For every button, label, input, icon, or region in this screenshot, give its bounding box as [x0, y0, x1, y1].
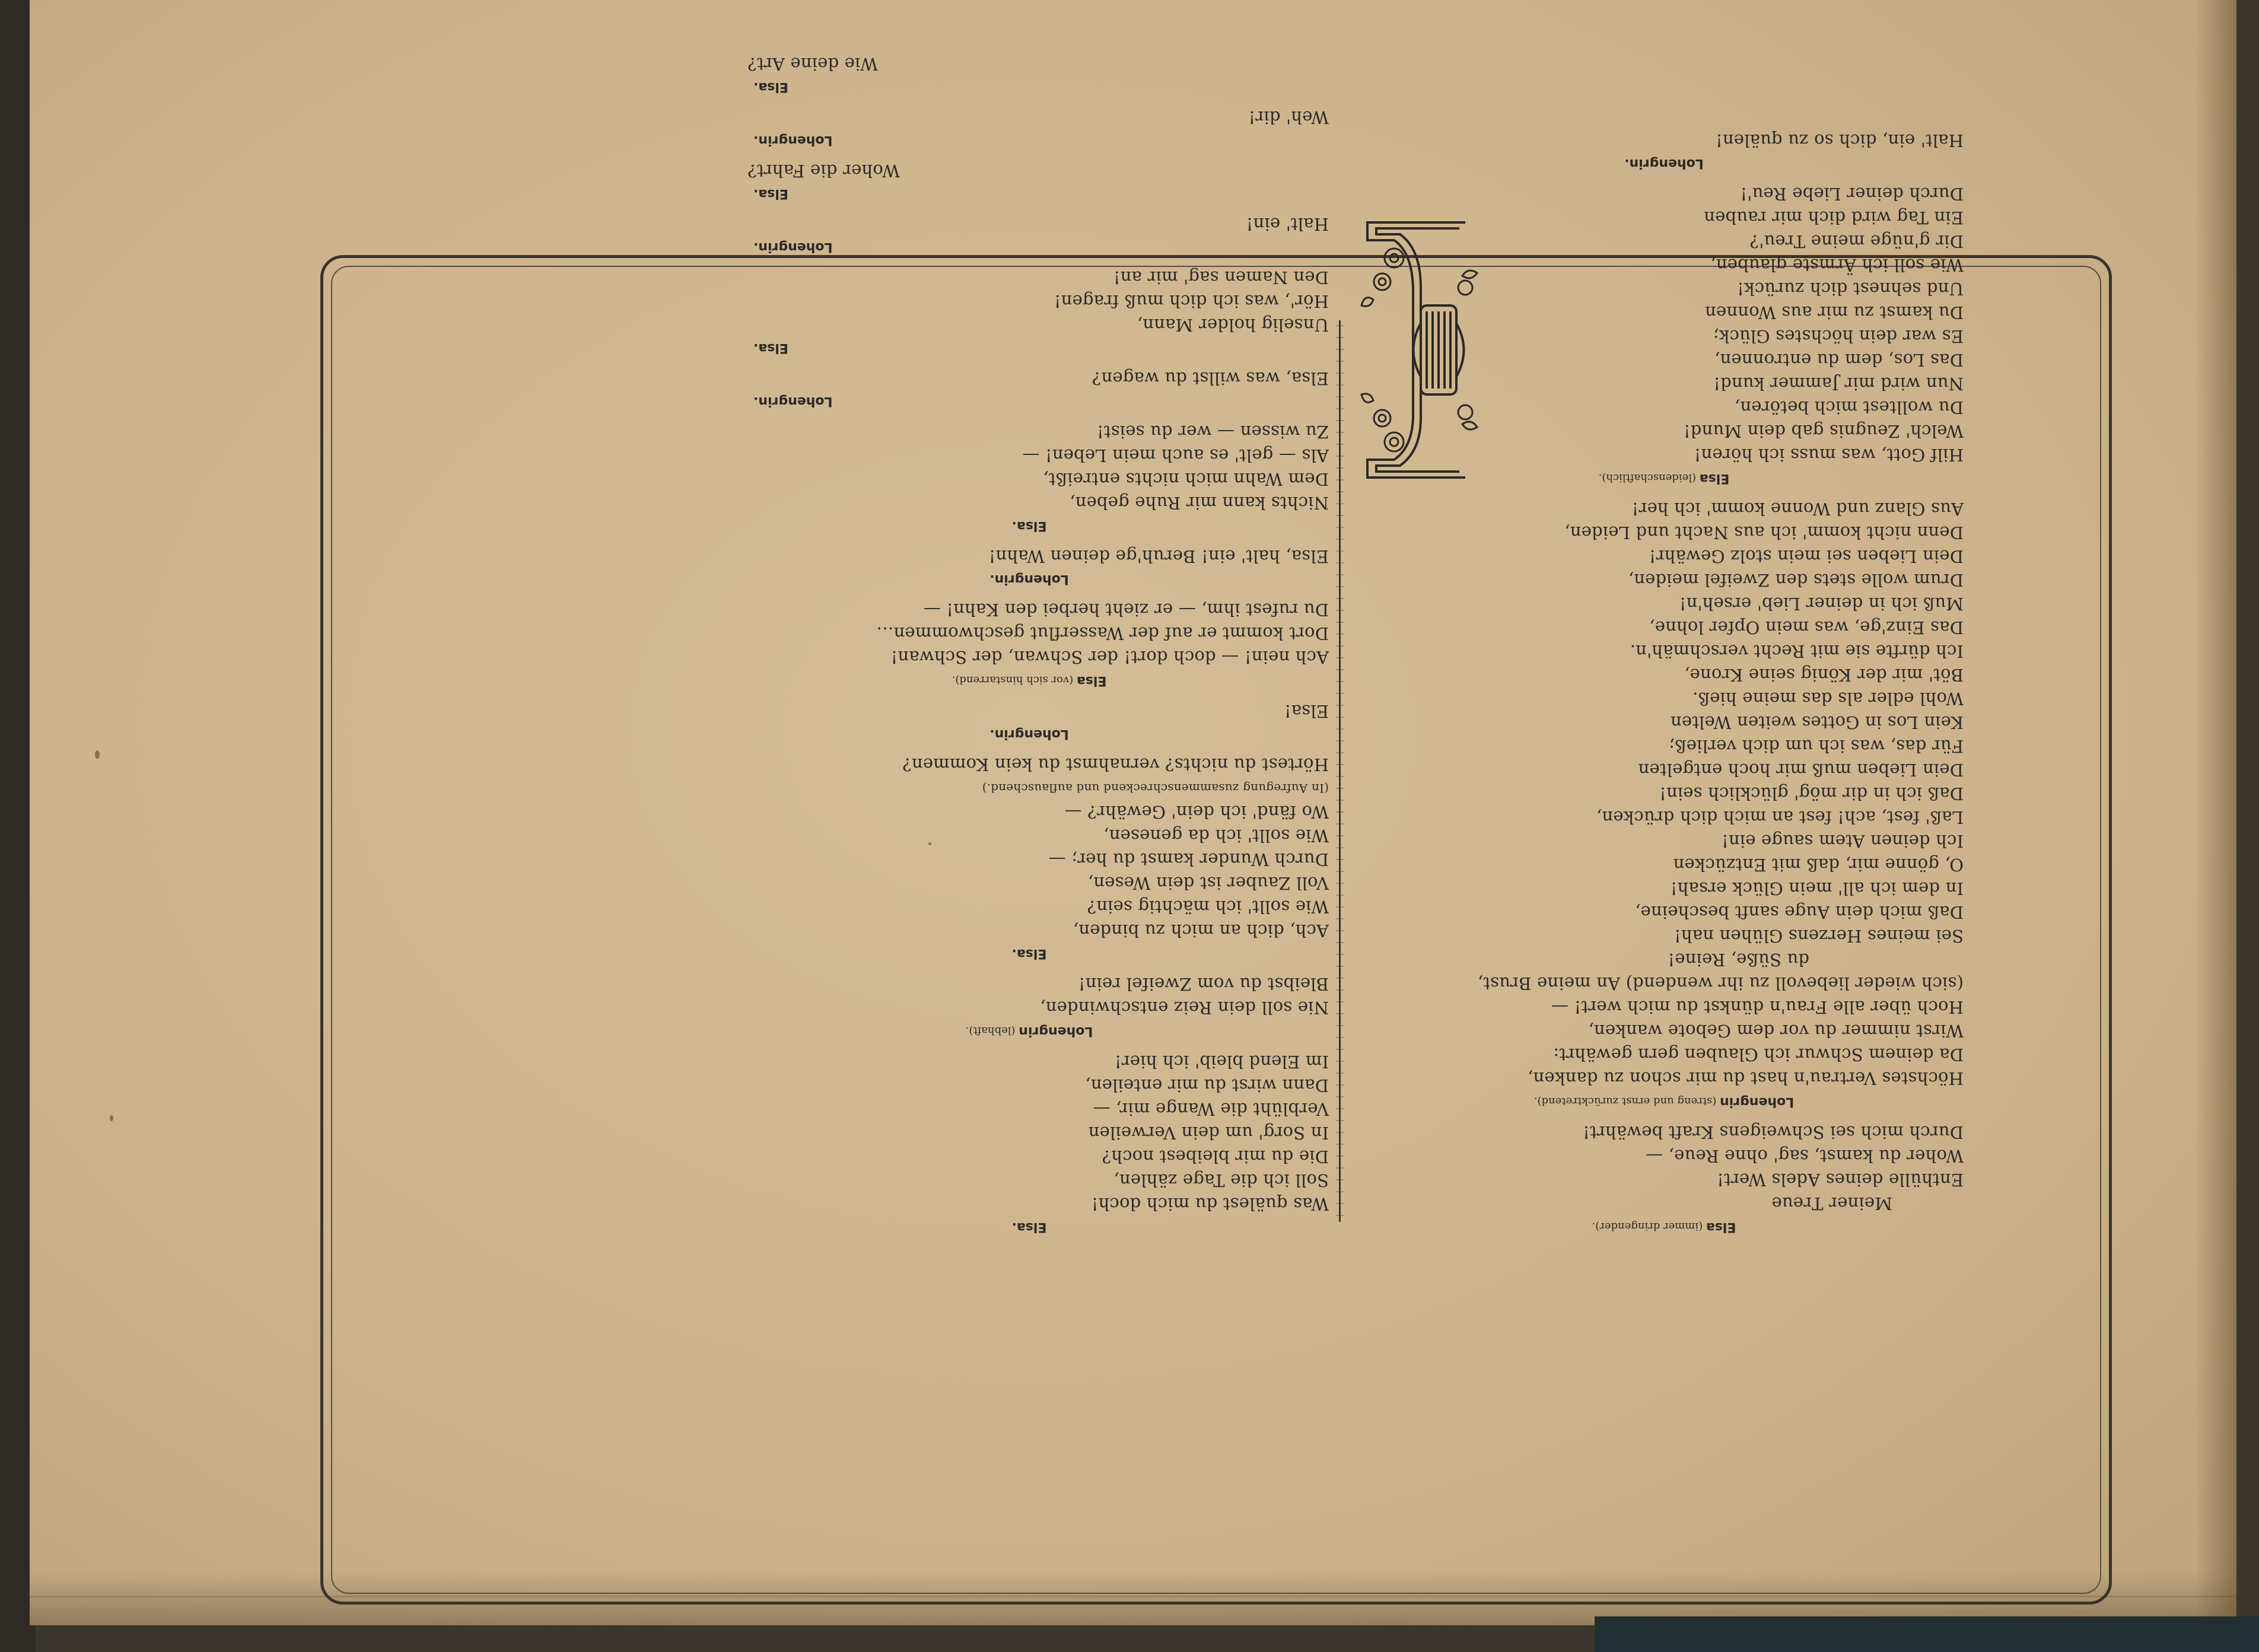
- verse-line: Wie sollt' ich mächtig sein?: [1087, 897, 1329, 917]
- speaker-label: [730, 1020, 1329, 1042]
- speaker-name: Lohengrin.: [1624, 156, 1704, 171]
- verse-line: Enthülle deines Adels Wert!: [1717, 1170, 1964, 1190]
- verse-line: Woher die Fahrt?: [747, 161, 900, 181]
- speaker-name: Lohengrin.: [753, 394, 833, 409]
- speaker-label: [730, 337, 1329, 358]
- speaker-label: [1364, 152, 1964, 174]
- speaker-name: Elsa.: [753, 186, 788, 201]
- verse-line: Laß' fest, ach! fest an mich dich drücken,: [1596, 807, 1964, 827]
- verse-line: Daß mich dein Auge sanft bescheine,: [1635, 902, 1964, 922]
- verse-line: Wirst nimmer du vor dem Gebote wanken,: [1588, 1021, 1964, 1041]
- verse-line: Drum wolle stets den Zweifel meiden,: [1628, 570, 1964, 590]
- verse-line: Meiner Treue: [1771, 1193, 1892, 1214]
- verse-line: Ich deinen Atem sauge ein!: [1721, 831, 1964, 851]
- speaker-name: Elsa: [1699, 471, 1730, 486]
- speaker-name: Elsa.: [1011, 946, 1047, 961]
- verse-line: Du rufest ihm, — er zieht herbei den Kahn! —: [923, 600, 1329, 620]
- verse-line: Ich dürfte sie mit Recht verschmäh'n.: [1630, 641, 1964, 661]
- verse-line: Du wolltest mich betören,: [1734, 397, 1964, 418]
- verse-line: Ach, dich an mich zu binden,: [1073, 921, 1329, 941]
- verse-line: Dann wirst du mir enteilen,: [1085, 1075, 1329, 1096]
- verse-line: Dein Lieben muß mir hoch entgelten: [1638, 760, 1964, 780]
- speaker-name: Lohengrin: [1019, 1024, 1093, 1039]
- verse-line: Als — gelt' es auch mein Leben! —: [1022, 445, 1329, 466]
- stage-direction: (streng und ernst zurücktretend).: [1533, 1095, 1720, 1107]
- verse-line: Muß ich in deiner Lieb' erseh'n!: [1679, 594, 1964, 614]
- lyre-with-roses-icon: [1350, 217, 1483, 483]
- verse-line: Böt' mir der König seine Krone,: [1684, 665, 1964, 685]
- verse-line: Bleibst du vom Zweifel rein!: [1078, 974, 1329, 994]
- verse-line: Zu wissen — wer du seist!: [1096, 422, 1329, 442]
- speaker-name: Elsa.: [753, 79, 788, 94]
- verse-line: Elsa!: [1284, 701, 1329, 721]
- speaker-name: Elsa.: [753, 340, 788, 355]
- stain-spot: [110, 1115, 113, 1121]
- libretto-column-right: [730, 52, 1329, 1246]
- verse-line: Nichts kann mir Ruhe geben,: [1070, 493, 1329, 513]
- verse-line: Im Elend bleib' ich hier!: [1114, 1052, 1329, 1072]
- verse-line: Die du mir bleibest noch?: [1102, 1147, 1329, 1167]
- verse-line: Hör', was ich dich muß fragen!: [1054, 291, 1329, 311]
- speaker-label: [730, 390, 1329, 412]
- speaker-label: [730, 236, 1329, 257]
- verse-line: Was quälest du mich doch!: [1091, 1194, 1329, 1214]
- verse-line: Dir g'nüge meine Treu'?: [1749, 231, 1964, 252]
- verse-line: Durch Wunder kamst du her; —: [1048, 849, 1329, 870]
- speaker-name: Lohengrin: [1720, 1094, 1795, 1109]
- verse-line: Durch deiner Liebe Reu'!: [1740, 184, 1964, 204]
- speaker-name: Lohengrin.: [989, 572, 1069, 587]
- verse-line: Nie soll dein Reiz entschwinden,: [1040, 998, 1329, 1018]
- verse-line: Weh' dir!: [1248, 107, 1329, 128]
- stage-direction: (immer dringender).: [1592, 1220, 1706, 1233]
- speaker-label: [730, 568, 1329, 590]
- verse-line: Da deinem Schwur ich Glauben gern gewährt:: [1553, 1045, 1964, 1065]
- verse-line: Hörtest du nichts? vernahmst du kein Kommen?: [902, 755, 1329, 775]
- verse-line: Wie soll ich Ärmste glauben,: [1710, 255, 1964, 275]
- verse-line: Kein Los in Gottes weiten Welten: [1670, 712, 1964, 733]
- verse-line: du Süße, Reine!: [1668, 950, 1809, 970]
- verse-line: In Sorg' um dein Verweilen: [1088, 1123, 1329, 1143]
- verse-line: Dort kommt er auf der Wasserflut geschwommen…: [876, 623, 1329, 644]
- verse-line: Dein Lieben sei mein stolz Gewähr!: [1649, 546, 1964, 566]
- speaker-label: [1364, 1090, 1964, 1112]
- verse-line: Halt' ein!: [1246, 214, 1329, 234]
- verse-line: Dem Wahn mich nichts entreißt,: [1043, 469, 1329, 489]
- verse-line: Wie deine Art?: [747, 54, 878, 74]
- verse-line: Aus Glanz und Wonne komm' ich her!: [1631, 499, 1964, 519]
- speaker-name: Lohengrin.: [753, 240, 833, 254]
- stain-spot: [928, 842, 931, 845]
- verse-line: (sich wieder liebevoll zu ihr wendend) An meine Brust,: [1477, 973, 1964, 994]
- verse-line: Denn nicht komm' ich aus Nacht und Leiden,: [1564, 523, 1964, 543]
- speaker-label: [730, 515, 1329, 536]
- speaker-name: Elsa: [1076, 673, 1107, 688]
- verse-line: (In Aufregung zusammenschreckend und auflauschend.): [982, 781, 1329, 795]
- speaker-label: [730, 669, 1329, 691]
- speaker-name: Elsa.: [1011, 1220, 1047, 1234]
- verse-line: Sei meines Herzens Glühen nah!: [1673, 926, 1964, 946]
- verse-line: Für das, was ich um dich verließ;: [1669, 736, 1964, 756]
- verse-line: Hilf Gott, was muss ich hören!: [1694, 445, 1964, 465]
- verse-line: Wie sollt' ich da genesen,: [1103, 826, 1329, 846]
- speaker-label: [1364, 1215, 1964, 1237]
- verse-line: Du kamst zu mir aus Wonnen: [1704, 303, 1964, 323]
- verse-line: Und sehnest dich zurück!: [1737, 279, 1964, 299]
- verse-line: Das Los, dem du entronnen,: [1714, 350, 1964, 370]
- speaker-name: Elsa.: [1011, 518, 1047, 533]
- speaker-name: Lohengrin.: [989, 727, 1069, 741]
- verse-line: Hoch über alle Frau'n dünkst du mich wert! —: [1551, 997, 1964, 1017]
- column-divider: [1339, 320, 1341, 1222]
- verse-line: Woher du kamst, sag' ohne Reue, —: [1645, 1146, 1964, 1166]
- verse-line: In dem ich all' mein Glück ersah!: [1670, 878, 1964, 899]
- verse-line: Unselig holder Mann,: [1137, 315, 1329, 335]
- verse-line: Voll Zauber ist dein Wesen,: [1087, 873, 1329, 893]
- verse-line: Wo fänd' ich dein' Gewähr? —: [1064, 802, 1329, 822]
- speaker-label: [730, 1216, 1329, 1237]
- speaker-label: [730, 183, 1329, 204]
- verse-line: Verblüht die Wange mir, —: [1093, 1099, 1329, 1119]
- libretto-text-block: [730, 54, 1964, 1246]
- speaker-name: Elsa: [1706, 1220, 1736, 1234]
- stage-direction: (vor sich hinstarrend).: [952, 674, 1077, 686]
- stage-direction: (leidenschaftlich).: [1598, 472, 1700, 484]
- verse-line: Nun wird mir Jammer kund!: [1713, 374, 1964, 394]
- stage-direction: (lebhaft).: [965, 1024, 1019, 1037]
- page-shadow: [2195, 0, 2236, 1625]
- verse-line: Ach nein! — doch dort! der Schwan, der Schwan!: [890, 647, 1329, 667]
- verse-line: Soll ich die Tage zählen,: [1113, 1170, 1329, 1191]
- verse-line: Ein Tag wird dich mir rauben: [1704, 208, 1964, 228]
- verse-line: Durch mich sei Schweigens Kraft bewährt!: [1582, 1122, 1964, 1142]
- verse-line: Höchstes Vertrau'n hast du mir schon zu danken,: [1527, 1068, 1964, 1088]
- verse-line: Elsa, was willst du wagen?: [1092, 368, 1329, 389]
- verse-line: Daß ich in dir mög' glücklich sein!: [1659, 784, 1964, 804]
- verse-line: Wohl edler als das meine hieß.: [1692, 689, 1964, 709]
- scan-background-corner: [1595, 1616, 2259, 1652]
- verse-line: Welch' Zeugnis gab dein Mund!: [1683, 421, 1964, 441]
- verse-line: Es war dein höchstes Glück;: [1713, 326, 1964, 346]
- verse-line: Elsa, halt' ein! Beruh'ge deinen Wahn!: [988, 546, 1329, 566]
- speaker-label: [730, 943, 1329, 964]
- verse-line: O, gönne mir, daß mit Entzücken: [1673, 855, 1964, 875]
- speaker-name: Lohengrin.: [753, 133, 833, 148]
- verse-line: Halt' ein, dich so zu quälen!: [1715, 130, 1964, 151]
- speaker-label: [730, 129, 1329, 151]
- speaker-label: [730, 76, 1329, 97]
- stain-spot: [95, 750, 100, 759]
- verse-line: Den Namen sag' mir an!: [1113, 268, 1329, 288]
- verse-line: Das Einz'ge, was mein Opfer lohne,: [1649, 617, 1964, 638]
- speaker-label: [730, 723, 1329, 744]
- libretto-page: [30, 0, 2236, 1625]
